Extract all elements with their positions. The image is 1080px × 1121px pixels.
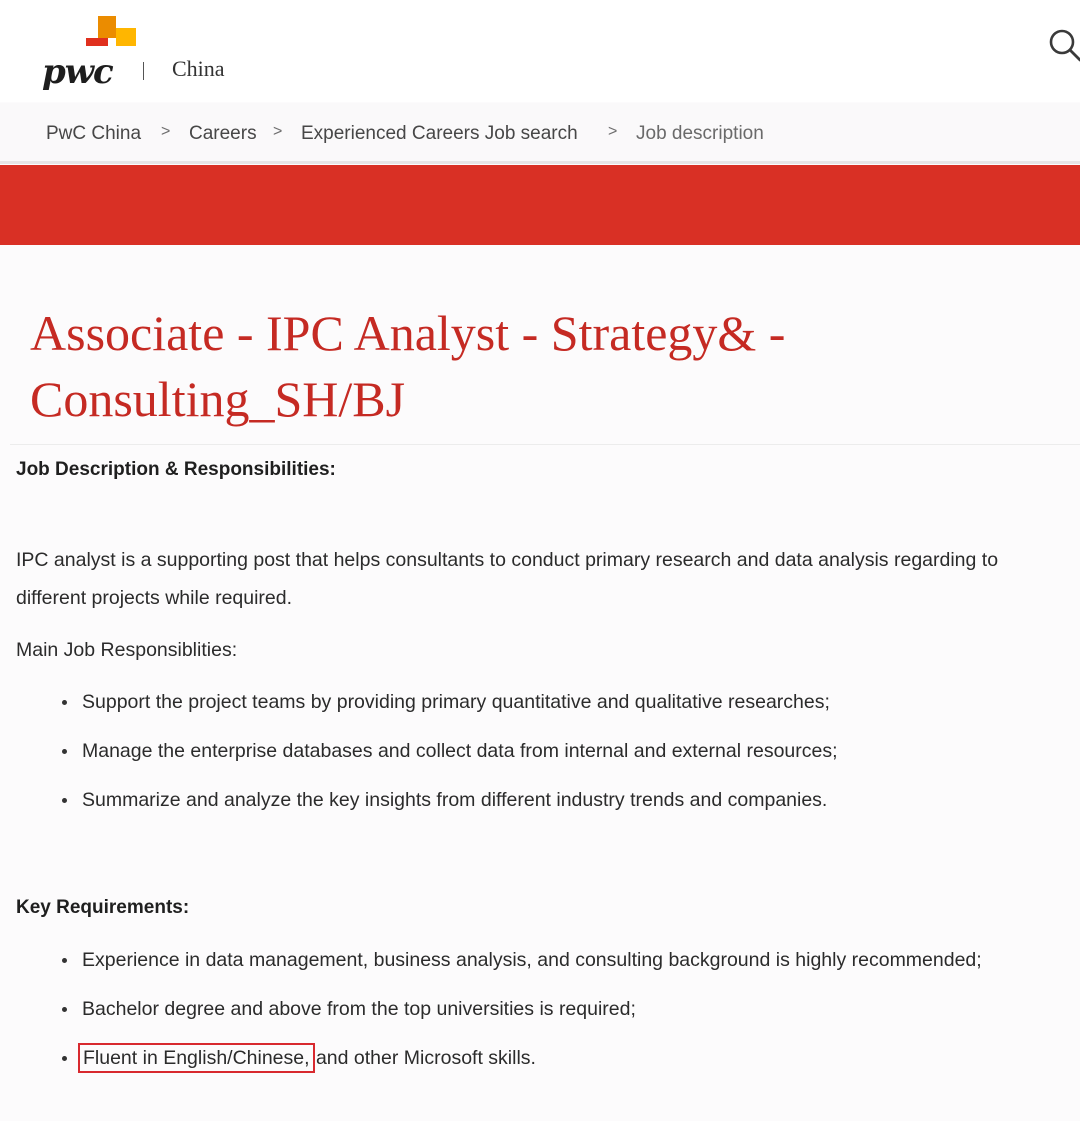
chevron-right-icon: > xyxy=(161,123,171,140)
search-icon[interactable] xyxy=(1046,26,1080,66)
responsibilities-list xyxy=(62,683,1042,830)
header-divider xyxy=(143,62,144,80)
chevron-right-icon: > xyxy=(273,123,283,140)
logo-block-orange xyxy=(86,38,108,46)
responsibilities-label: Main Job Responsiblities: xyxy=(16,639,238,661)
key-requirements-heading: Key Requirements: xyxy=(16,897,190,918)
logo-wordmark: pwc xyxy=(42,52,113,92)
breadcrumb-pwc-china[interactable]: PwC China xyxy=(46,123,142,144)
divider xyxy=(10,444,1080,445)
requirement-rest-text: and other Microsoft skills. xyxy=(310,1047,536,1069)
page-title xyxy=(30,300,1050,432)
breadcrumb-careers[interactable]: Careers xyxy=(189,123,257,144)
site-header xyxy=(0,0,1080,102)
breadcrumb-job-search[interactable]: Experienced Careers Job search xyxy=(301,123,578,144)
breadcrumb-job-description: Job description xyxy=(636,123,764,144)
highlighted-language-requirement: Fluent in English/Chinese, xyxy=(83,1047,310,1069)
logo-block-yellow xyxy=(116,28,136,46)
page-title-line-2: Consulting_SH/BJ xyxy=(30,371,406,427)
list-item: Summarize and analyze the key insights from different industry trends and companies. xyxy=(62,781,1042,819)
job-description-heading: Job Description & Responsibilities: xyxy=(16,459,336,480)
page-title-line-1: Associate - IPC Analyst - Strategy& - xyxy=(30,305,786,361)
breadcrumb xyxy=(0,103,1080,164)
logo-block-amber xyxy=(98,16,116,38)
list-item: Experience in data management, business analysis, and consulting background is highly recommended; xyxy=(62,941,1042,979)
red-banner xyxy=(0,165,1080,245)
pwc-logo[interactable] xyxy=(40,14,140,94)
list-item: Bachelor degree and above from the top universities is required; xyxy=(62,990,1042,1028)
chevron-right-icon: > xyxy=(608,123,618,140)
requirements-list xyxy=(62,941,1042,1088)
region-label[interactable]: China xyxy=(172,56,225,81)
job-intro-text: IPC analyst is a supporting post that helps consultants to conduct primary research and data analysis regarding to different projects while required. xyxy=(16,549,999,609)
list-item: Support the project teams by providing primary quantitative and qualitative researches; xyxy=(62,683,1042,721)
list-item xyxy=(62,1039,1042,1077)
list-item: Manage the enterprise databases and collect data from internal and external resources; xyxy=(62,732,1042,770)
